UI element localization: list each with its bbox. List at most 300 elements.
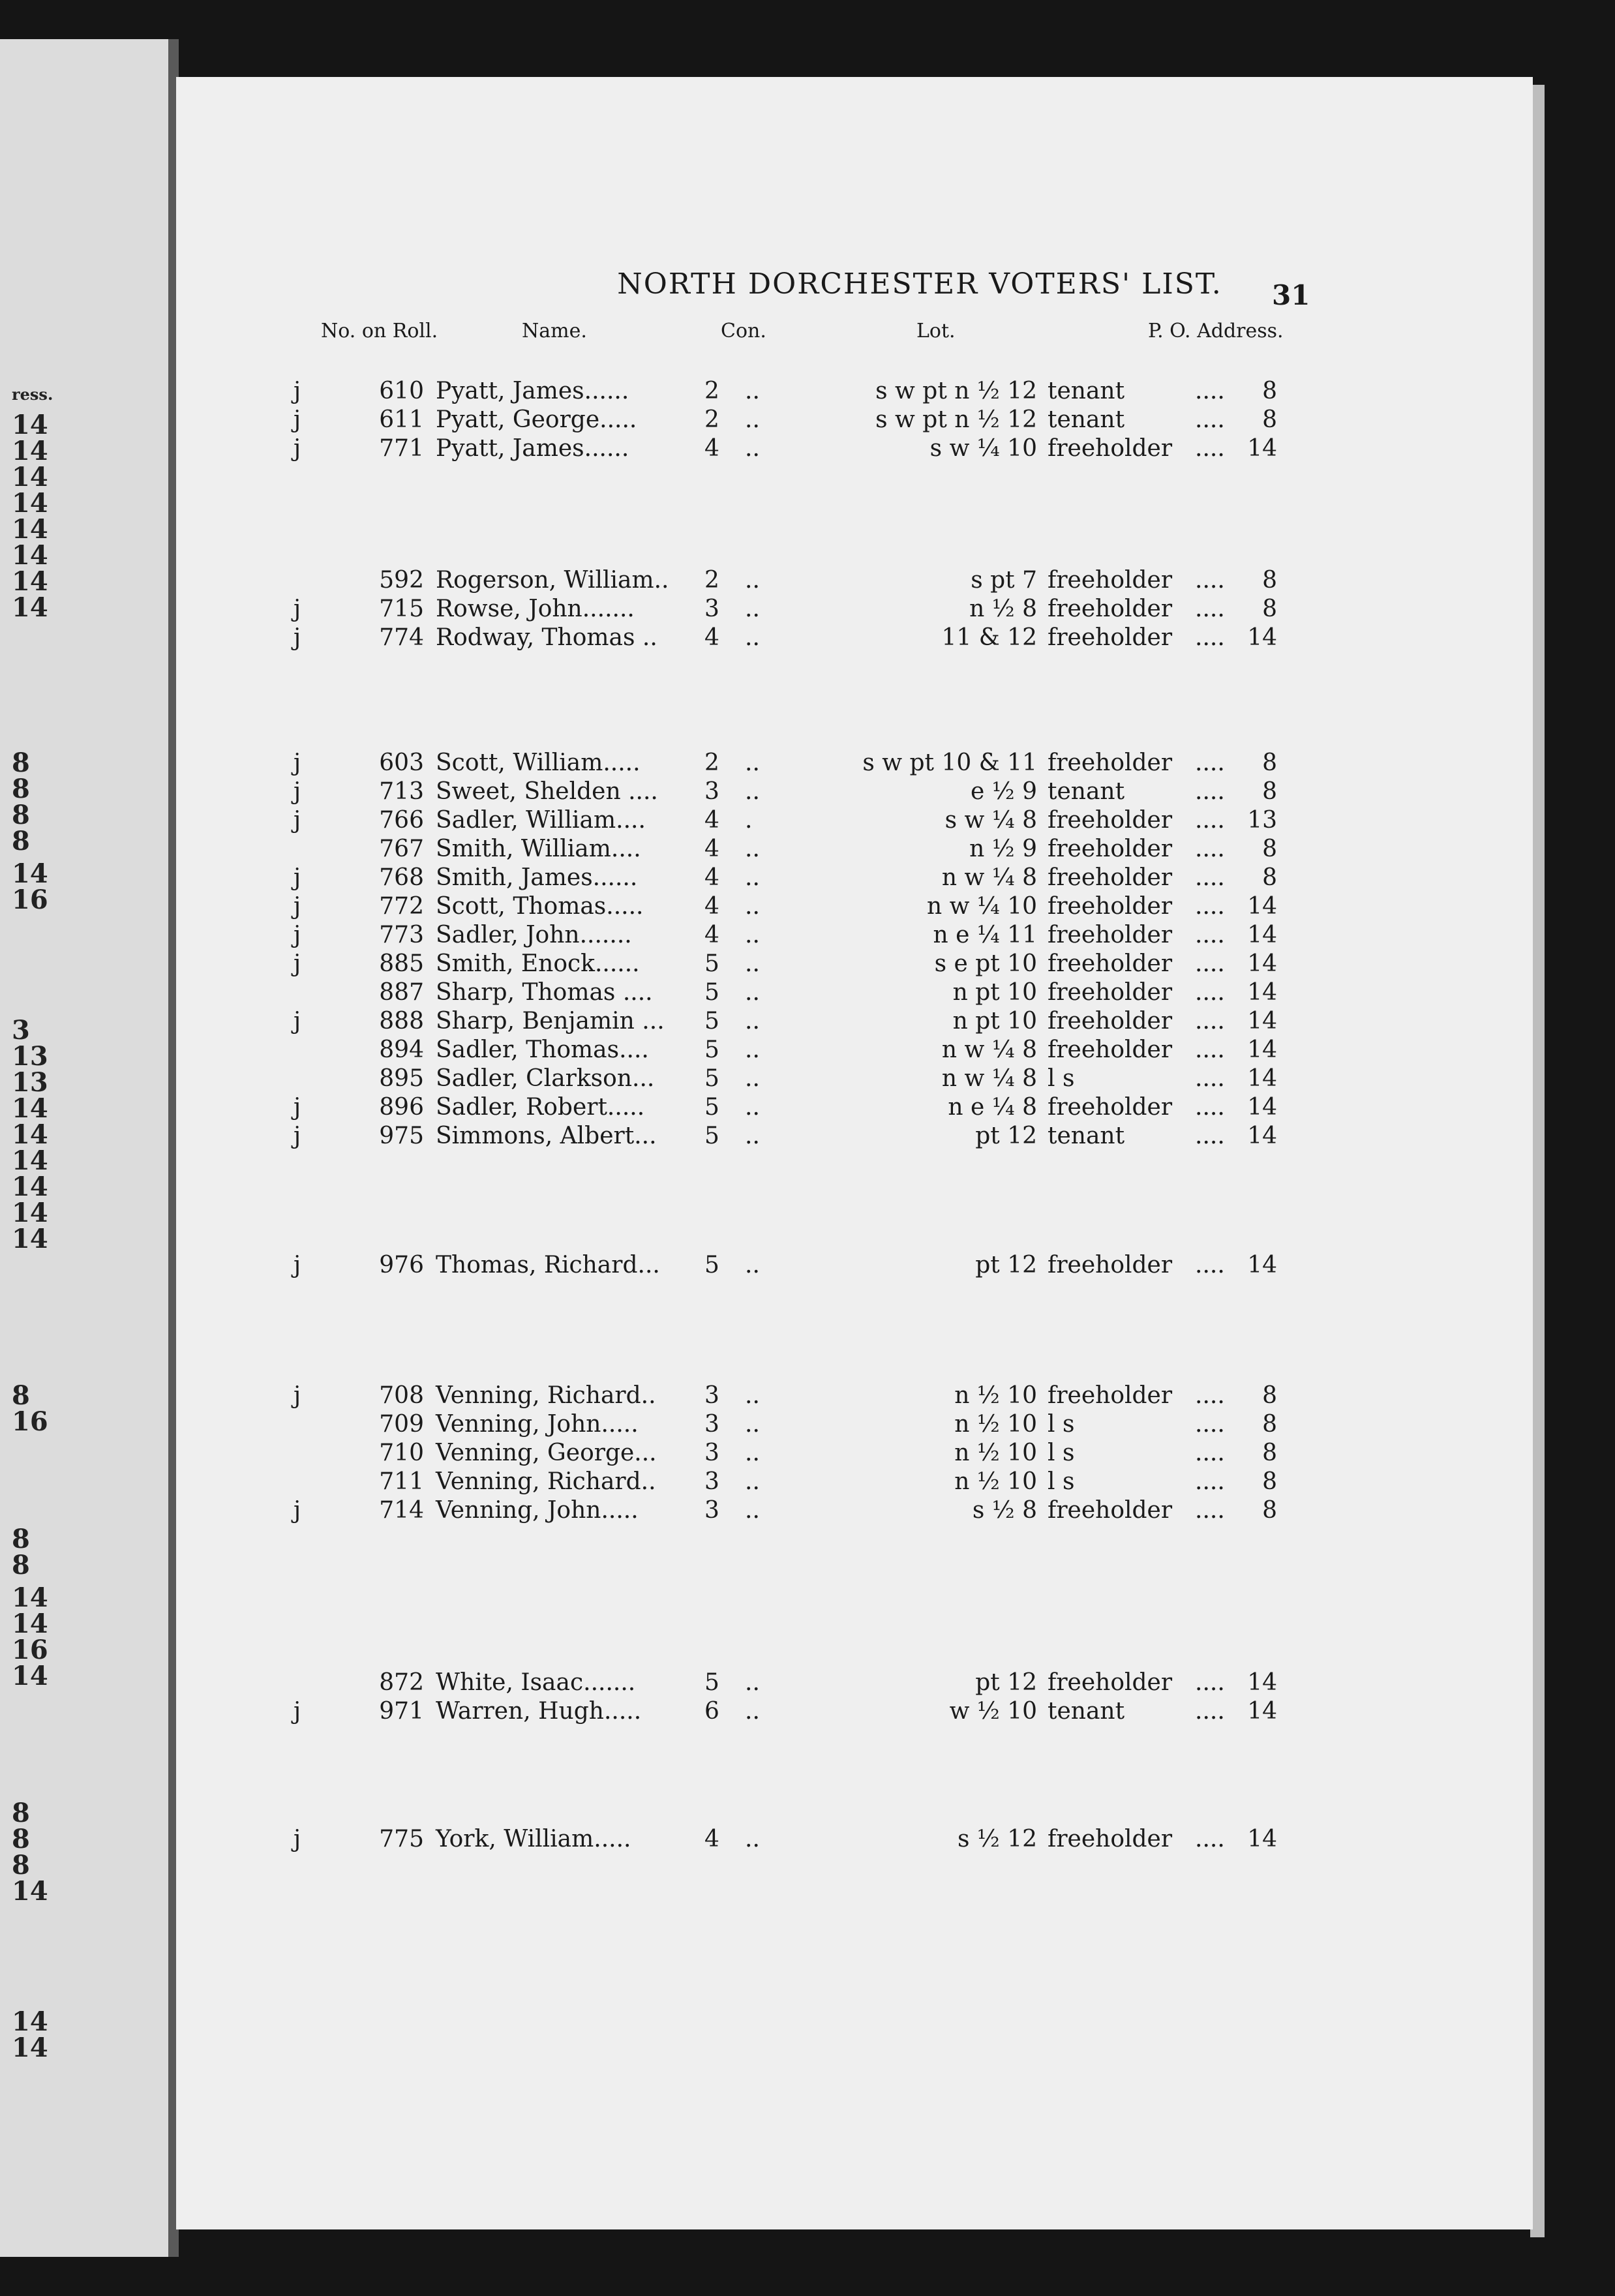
voter-entry-row <box>176 566 1350 595</box>
entry-concession: 2 <box>704 749 719 776</box>
entry-roll-number: 711 <box>379 1468 424 1495</box>
left-page-address-number: 8 <box>12 774 30 804</box>
entry-status: freeholder <box>1048 1826 1173 1852</box>
entry-status: freeholder <box>1048 1094 1173 1121</box>
entry-concession: 4 <box>704 893 719 920</box>
entry-mark: j <box>294 1826 301 1852</box>
voter-entry-row <box>176 1697 1350 1726</box>
entry-name: Sweet, Shelden .... <box>436 778 658 805</box>
left-page-address-number: 14 <box>12 1093 48 1124</box>
entry-roll-number: 603 <box>379 749 424 776</box>
entry-leader-dots: .. <box>745 979 760 1006</box>
entry-status: freeholder <box>1048 435 1173 462</box>
entry-concession: 4 <box>704 836 719 862</box>
entry-lot: n pt 10 <box>952 979 1037 1006</box>
voter-entry-row <box>176 892 1350 921</box>
entry-name: Simmons, Albert... <box>436 1123 657 1149</box>
left-page-address-number: 16 <box>12 1406 48 1437</box>
voter-entry-row <box>176 1382 1350 1410</box>
entry-roll-number: 708 <box>379 1382 424 1409</box>
entry-po-address: 14 <box>1247 1036 1277 1063</box>
column-header-po-address: P. O. Address. <box>1148 320 1284 342</box>
entry-leader-dots: .... <box>1195 1468 1225 1495</box>
left-page-address-number: 14 <box>12 1224 48 1254</box>
entry-name: Smith, Enock...... <box>436 950 640 977</box>
entry-leader-dots: .. <box>745 1036 760 1063</box>
entry-leader-dots: .... <box>1195 749 1225 776</box>
entry-status: freeholder <box>1048 749 1173 776</box>
entry-mark: j <box>294 1382 301 1409</box>
entry-leader-dots: .... <box>1195 864 1225 891</box>
entry-mark: j <box>294 596 301 622</box>
entry-po-address: 8 <box>1262 836 1277 862</box>
left-page-address-number: 8 <box>12 1824 30 1854</box>
left-page-address-number: 14 <box>12 410 48 440</box>
entry-name: Smith, James...... <box>436 864 638 891</box>
entry-concession: 5 <box>704 1036 719 1063</box>
entry-po-address: 14 <box>1247 1065 1277 1092</box>
entry-leader-dots: .. <box>745 1411 760 1438</box>
entry-status: tenant <box>1048 1698 1125 1725</box>
entry-name: Rowse, John....... <box>436 596 635 622</box>
left-page-address-number: 3 <box>12 1015 30 1046</box>
entry-concession: 3 <box>704 1440 719 1466</box>
entry-roll-number: 887 <box>379 979 424 1006</box>
entry-po-address: 8 <box>1262 378 1277 404</box>
entry-status: freeholder <box>1048 567 1173 594</box>
entry-lot: s w pt n ½ 12 <box>875 378 1037 404</box>
voter-entry-row <box>176 1669 1350 1697</box>
entry-name: Sadler, William.... <box>436 807 646 834</box>
column-header-no-on-roll: No. on Roll. <box>321 320 438 342</box>
entry-roll-number: 710 <box>379 1440 424 1466</box>
entry-leader-dots: .. <box>745 1826 760 1852</box>
voter-entry-row <box>176 978 1350 1007</box>
entry-lot: pt 12 <box>975 1123 1037 1149</box>
entry-mark: j <box>294 1094 301 1121</box>
entry-lot: n e ¼ 8 <box>948 1094 1037 1121</box>
entry-status: freeholder <box>1048 864 1173 891</box>
entry-leader-dots: .. <box>745 1123 760 1149</box>
entry-lot: n w ¼ 8 <box>941 1065 1037 1092</box>
entry-mark: j <box>294 950 301 977</box>
entry-po-address: 8 <box>1262 1497 1277 1524</box>
entry-leader-dots: .... <box>1195 1826 1225 1852</box>
entry-leader-dots: .... <box>1195 807 1225 834</box>
left-page-address-number: 8 <box>12 826 30 856</box>
voter-entry-row <box>176 1496 1350 1525</box>
entry-concession: 6 <box>704 1698 719 1725</box>
entry-lot: s pt 7 <box>971 567 1037 594</box>
entry-leader-dots: .... <box>1195 567 1225 594</box>
entry-leader-dots: .. <box>745 836 760 862</box>
entry-po-address: 14 <box>1247 1698 1277 1725</box>
entry-status: l s <box>1048 1411 1075 1438</box>
entry-po-address: 14 <box>1247 624 1277 651</box>
entry-status: l s <box>1048 1065 1075 1092</box>
left-page-address-number: 8 <box>12 1850 30 1881</box>
left-page-address-number: 14 <box>12 2006 48 2037</box>
entry-mark: j <box>294 378 301 404</box>
voter-entry-row <box>176 595 1350 624</box>
entry-lot: s w ¼ 10 <box>929 435 1037 462</box>
entry-name: Sadler, Clarkson... <box>436 1065 655 1092</box>
left-page-address-number: 14 <box>12 540 48 571</box>
entry-concession: 4 <box>704 435 719 462</box>
entry-concession: 2 <box>704 567 719 594</box>
column-header-lot: Lot. <box>916 320 956 342</box>
entry-roll-number: 767 <box>379 836 424 862</box>
entry-status: freeholder <box>1048 893 1173 920</box>
entry-name: Venning, George... <box>436 1440 657 1466</box>
entry-lot: n pt 10 <box>952 1008 1037 1035</box>
entry-roll-number: 894 <box>379 1036 424 1063</box>
entry-po-address: 8 <box>1262 1411 1277 1438</box>
entry-po-address: 8 <box>1262 1468 1277 1495</box>
entry-concession: 2 <box>704 406 719 433</box>
entry-leader-dots: .... <box>1195 893 1225 920</box>
entry-po-address: 14 <box>1247 435 1277 462</box>
entry-po-address: 8 <box>1262 596 1277 622</box>
entry-name: Sadler, Robert..... <box>436 1094 645 1121</box>
entry-leader-dots: .... <box>1195 624 1225 651</box>
entry-po-address: 8 <box>1262 749 1277 776</box>
entry-leader-dots: .. <box>745 1468 760 1495</box>
entry-name: Venning, Richard.. <box>436 1382 656 1409</box>
page-number: 31 <box>1272 279 1310 311</box>
entry-status: freeholder <box>1048 596 1173 622</box>
entry-po-address: 8 <box>1262 1382 1277 1409</box>
left-page-address-number: 8 <box>12 800 30 830</box>
entry-leader-dots: .. <box>745 1669 760 1696</box>
entry-concession: 5 <box>704 950 719 977</box>
entry-status: tenant <box>1048 778 1125 805</box>
entry-leader-dots: .. <box>745 1497 760 1524</box>
voter-entry-row <box>176 835 1350 864</box>
entry-leader-dots: .... <box>1195 1094 1225 1121</box>
entry-mark: j <box>294 1497 301 1524</box>
left-page-address-number: 14 <box>12 1145 48 1176</box>
entry-leader-dots: .... <box>1195 836 1225 862</box>
entry-lot: n ½ 8 <box>969 596 1037 622</box>
entry-leader-dots: .... <box>1195 596 1225 622</box>
entry-lot: n ½ 10 <box>954 1440 1037 1466</box>
entry-leader-dots: .. <box>745 749 760 776</box>
entry-name: Rodway, Thomas .. <box>436 624 657 651</box>
entry-leader-dots: .. <box>745 950 760 977</box>
entry-roll-number: 888 <box>379 1008 424 1035</box>
left-page-address-number: 14 <box>12 1582 48 1613</box>
entry-status: freeholder <box>1048 1497 1173 1524</box>
entry-leader-dots: .... <box>1195 1065 1225 1092</box>
entry-roll-number: 896 <box>379 1094 424 1121</box>
entry-name: Scott, William..... <box>436 749 641 776</box>
entry-leader-dots: .... <box>1195 1698 1225 1725</box>
entry-name: Pyatt, George..... <box>436 406 637 433</box>
entry-mark: j <box>294 778 301 805</box>
entry-leader-dots: .... <box>1195 922 1225 948</box>
entry-mark: j <box>294 1008 301 1035</box>
entry-status: l s <box>1048 1468 1075 1495</box>
entry-leader-dots: .. <box>745 596 760 622</box>
entry-roll-number: 772 <box>379 893 424 920</box>
entry-roll-number: 885 <box>379 950 424 977</box>
entry-concession: 4 <box>704 624 719 651</box>
entry-leader-dots: .... <box>1195 1411 1225 1438</box>
entry-leader-dots: .... <box>1195 378 1225 404</box>
entry-lot: n ½ 10 <box>954 1468 1037 1495</box>
entry-leader-dots: .. <box>745 435 760 462</box>
entry-mark: j <box>294 1698 301 1725</box>
voter-entry-row <box>176 921 1350 950</box>
entry-lot: s ½ 12 <box>957 1826 1037 1852</box>
left-page-address-number: 14 <box>12 436 48 466</box>
entry-mark: j <box>294 864 301 891</box>
entry-po-address: 14 <box>1247 1094 1277 1121</box>
left-page-address-number: 14 <box>12 592 48 623</box>
entry-po-address: 14 <box>1247 1826 1277 1852</box>
entry-mark: j <box>294 893 301 920</box>
entry-lot: w ½ 10 <box>949 1698 1037 1725</box>
voter-entry-row <box>176 1439 1350 1468</box>
entry-leader-dots: .. <box>745 1698 760 1725</box>
entry-leader-dots: .... <box>1195 1440 1225 1466</box>
entry-po-address: 8 <box>1262 778 1277 805</box>
voter-entry-row <box>176 624 1350 652</box>
entry-name: York, William..... <box>436 1826 631 1852</box>
voter-entry-row <box>176 377 1350 406</box>
left-page-address-number: 8 <box>12 1380 30 1411</box>
entry-lot: s e pt 10 <box>934 950 1037 977</box>
left-page-address-number: 14 <box>12 1661 48 1691</box>
entry-roll-number: 709 <box>379 1411 424 1438</box>
entry-leader-dots: .. <box>745 406 760 433</box>
left-page-address-number: 14 <box>12 1198 48 1228</box>
entry-roll-number: 766 <box>379 807 424 834</box>
entry-concession: 3 <box>704 1497 719 1524</box>
column-header-con: Con. <box>721 320 766 342</box>
entry-po-address: 13 <box>1247 807 1277 834</box>
entry-mark: j <box>294 807 301 834</box>
entry-mark: j <box>294 1123 301 1149</box>
entry-leader-dots: .. <box>745 1252 760 1278</box>
entry-concession: 5 <box>704 1252 719 1278</box>
entry-lot: s w pt n ½ 12 <box>875 406 1037 433</box>
entry-po-address: 8 <box>1262 567 1277 594</box>
entry-status: tenant <box>1048 406 1125 433</box>
entry-concession: 4 <box>704 922 719 948</box>
entry-status: freeholder <box>1048 1036 1173 1063</box>
entry-roll-number: 714 <box>379 1497 424 1524</box>
entry-lot: n ½ 10 <box>954 1382 1037 1409</box>
voter-entry-row <box>176 864 1350 892</box>
entry-leader-dots: .. <box>745 864 760 891</box>
entry-concession: 5 <box>704 979 719 1006</box>
entry-roll-number: 610 <box>379 378 424 404</box>
entry-mark: j <box>294 624 301 651</box>
column-header-name: Name. <box>522 320 587 342</box>
entry-name: Venning, Richard.. <box>436 1468 656 1495</box>
voter-entry-row <box>176 1410 1350 1439</box>
entry-leader-dots: .... <box>1195 435 1225 462</box>
entry-roll-number: 713 <box>379 778 424 805</box>
left-page-address-number: 14 <box>12 1876 48 1907</box>
entry-leader-dots: .... <box>1195 1252 1225 1278</box>
entry-leader-dots: .... <box>1195 778 1225 805</box>
entry-concession: 5 <box>704 1094 719 1121</box>
voter-entry-row <box>176 1825 1350 1854</box>
entry-roll-number: 771 <box>379 435 424 462</box>
entry-name: Scott, Thomas..... <box>436 893 644 920</box>
entry-status: freeholder <box>1048 979 1173 1006</box>
entry-leader-dots: .... <box>1195 979 1225 1006</box>
entry-po-address: 8 <box>1262 406 1277 433</box>
entry-mark: j <box>294 749 301 776</box>
entry-leader-dots: .... <box>1195 1008 1225 1035</box>
entry-lot: s w ¼ 8 <box>944 807 1037 834</box>
entry-name: Rogerson, William.. <box>436 567 669 594</box>
entry-lot: n ½ 9 <box>969 836 1037 862</box>
voter-entry-row <box>176 406 1350 434</box>
entry-roll-number: 773 <box>379 922 424 948</box>
entry-name: Pyatt, James...... <box>436 378 629 404</box>
entry-leader-dots: .. <box>745 378 760 404</box>
entry-po-address: 14 <box>1247 950 1277 977</box>
entry-lot: e ½ 9 <box>971 778 1037 805</box>
entry-concession: 5 <box>704 1008 719 1035</box>
voter-entry-row <box>176 806 1350 835</box>
entry-status: freeholder <box>1048 624 1173 651</box>
entry-concession: 4 <box>704 807 719 834</box>
voter-entry-row <box>176 1251 1350 1280</box>
entry-concession: 3 <box>704 1468 719 1495</box>
entry-lot: pt 12 <box>975 1252 1037 1278</box>
left-page-address-number: 13 <box>12 1067 48 1098</box>
entry-roll-number: 872 <box>379 1669 424 1696</box>
entry-concession: 4 <box>704 1826 719 1852</box>
entry-lot: n w ¼ 8 <box>941 1036 1037 1063</box>
entry-lot: 11 & 12 <box>941 624 1037 651</box>
entry-leader-dots: .. <box>745 778 760 805</box>
entry-leader-dots: . <box>745 807 753 834</box>
entry-lot: n w ¼ 8 <box>941 864 1037 891</box>
voter-entry-row <box>176 1065 1350 1093</box>
entry-name: Warren, Hugh..... <box>436 1698 642 1725</box>
entry-mark: j <box>294 406 301 433</box>
entry-roll-number: 971 <box>379 1698 424 1725</box>
entry-po-address: 14 <box>1247 1008 1277 1035</box>
entry-leader-dots: .... <box>1195 406 1225 433</box>
entry-lot: n ½ 10 <box>954 1411 1037 1438</box>
entry-lot: n e ¼ 11 <box>933 922 1037 948</box>
left-page-address-number: 16 <box>12 1635 48 1665</box>
entry-mark: j <box>294 1252 301 1278</box>
entry-status: freeholder <box>1048 950 1173 977</box>
entry-leader-dots: .. <box>745 567 760 594</box>
entry-roll-number: 975 <box>379 1123 424 1149</box>
left-page-address-number: 14 <box>12 1171 48 1202</box>
entry-leader-dots: .... <box>1195 950 1225 977</box>
entry-concession: 5 <box>704 1065 719 1092</box>
left-page-address-number: 14 <box>12 514 48 545</box>
entry-concession: 3 <box>704 1411 719 1438</box>
entry-name: Smith, William.... <box>436 836 641 862</box>
left-page-address-number: 8 <box>12 1798 30 1828</box>
entry-concession: 2 <box>704 378 719 404</box>
voter-entry-row <box>176 1036 1350 1065</box>
entry-po-address: 14 <box>1247 1252 1277 1278</box>
entry-po-address: 8 <box>1262 864 1277 891</box>
entry-leader-dots: .. <box>745 1094 760 1121</box>
entry-mark: j <box>294 435 301 462</box>
voter-entry-row <box>176 950 1350 978</box>
voter-entry-row <box>176 1007 1350 1036</box>
entry-po-address: 14 <box>1247 979 1277 1006</box>
entry-po-address: 14 <box>1247 1123 1277 1149</box>
entry-leader-dots: .. <box>745 1440 760 1466</box>
entry-name: Pyatt, James...... <box>436 435 629 462</box>
entry-status: freeholder <box>1048 836 1173 862</box>
entry-leader-dots: .... <box>1195 1123 1225 1149</box>
entry-roll-number: 976 <box>379 1252 424 1278</box>
voter-entry-row <box>176 1093 1350 1122</box>
voters-list-page <box>176 77 1533 2229</box>
entry-roll-number: 775 <box>379 1826 424 1852</box>
voter-entry-row <box>176 1122 1350 1151</box>
entry-leader-dots: .. <box>745 1008 760 1035</box>
left-page-address-number: 13 <box>12 1041 48 1072</box>
entry-po-address: 14 <box>1247 893 1277 920</box>
left-page-address-number: 14 <box>12 566 48 597</box>
entry-concession: 5 <box>704 1669 719 1696</box>
entry-name: Sharp, Benjamin ... <box>436 1008 665 1035</box>
entry-lot: pt 12 <box>975 1669 1037 1696</box>
entry-concession: 3 <box>704 1382 719 1409</box>
entry-concession: 5 <box>704 1123 719 1149</box>
entry-leader-dots: .... <box>1195 1036 1225 1063</box>
voter-entry-row <box>176 434 1350 463</box>
entry-leader-dots: .... <box>1195 1497 1225 1524</box>
entry-leader-dots: .... <box>1195 1382 1225 1409</box>
entry-name: Sadler, Thomas.... <box>436 1036 649 1063</box>
left-page-address-number: 14 <box>12 462 48 492</box>
entry-leader-dots: .. <box>745 893 760 920</box>
entry-roll-number: 592 <box>379 567 424 594</box>
left-page-address-number: 8 <box>12 1550 30 1580</box>
entry-status: l s <box>1048 1440 1075 1466</box>
entry-name: Sadler, John....... <box>436 922 632 948</box>
page-title: NORTH DORCHESTER VOTERS' LIST. <box>617 267 1222 301</box>
left-page-fragment <box>0 39 173 2257</box>
entry-roll-number: 768 <box>379 864 424 891</box>
entry-status: tenant <box>1048 1123 1125 1149</box>
left-page-address-number: 8 <box>12 748 30 778</box>
entry-leader-dots: .. <box>745 624 760 651</box>
left-page-address-number: 14 <box>12 1119 48 1150</box>
entry-name: Thomas, Richard... <box>436 1252 660 1278</box>
entry-mark: j <box>294 922 301 948</box>
entry-name: Venning, John..... <box>436 1497 639 1524</box>
entry-status: tenant <box>1048 378 1125 404</box>
entry-roll-number: 715 <box>379 596 424 622</box>
entry-leader-dots: .. <box>745 922 760 948</box>
entry-po-address: 8 <box>1262 1440 1277 1466</box>
voter-entry-row <box>176 1468 1350 1496</box>
entry-status: freeholder <box>1048 1669 1173 1696</box>
entry-status: freeholder <box>1048 922 1173 948</box>
entry-lot: n w ¼ 10 <box>926 893 1037 920</box>
entry-po-address: 14 <box>1247 1669 1277 1696</box>
